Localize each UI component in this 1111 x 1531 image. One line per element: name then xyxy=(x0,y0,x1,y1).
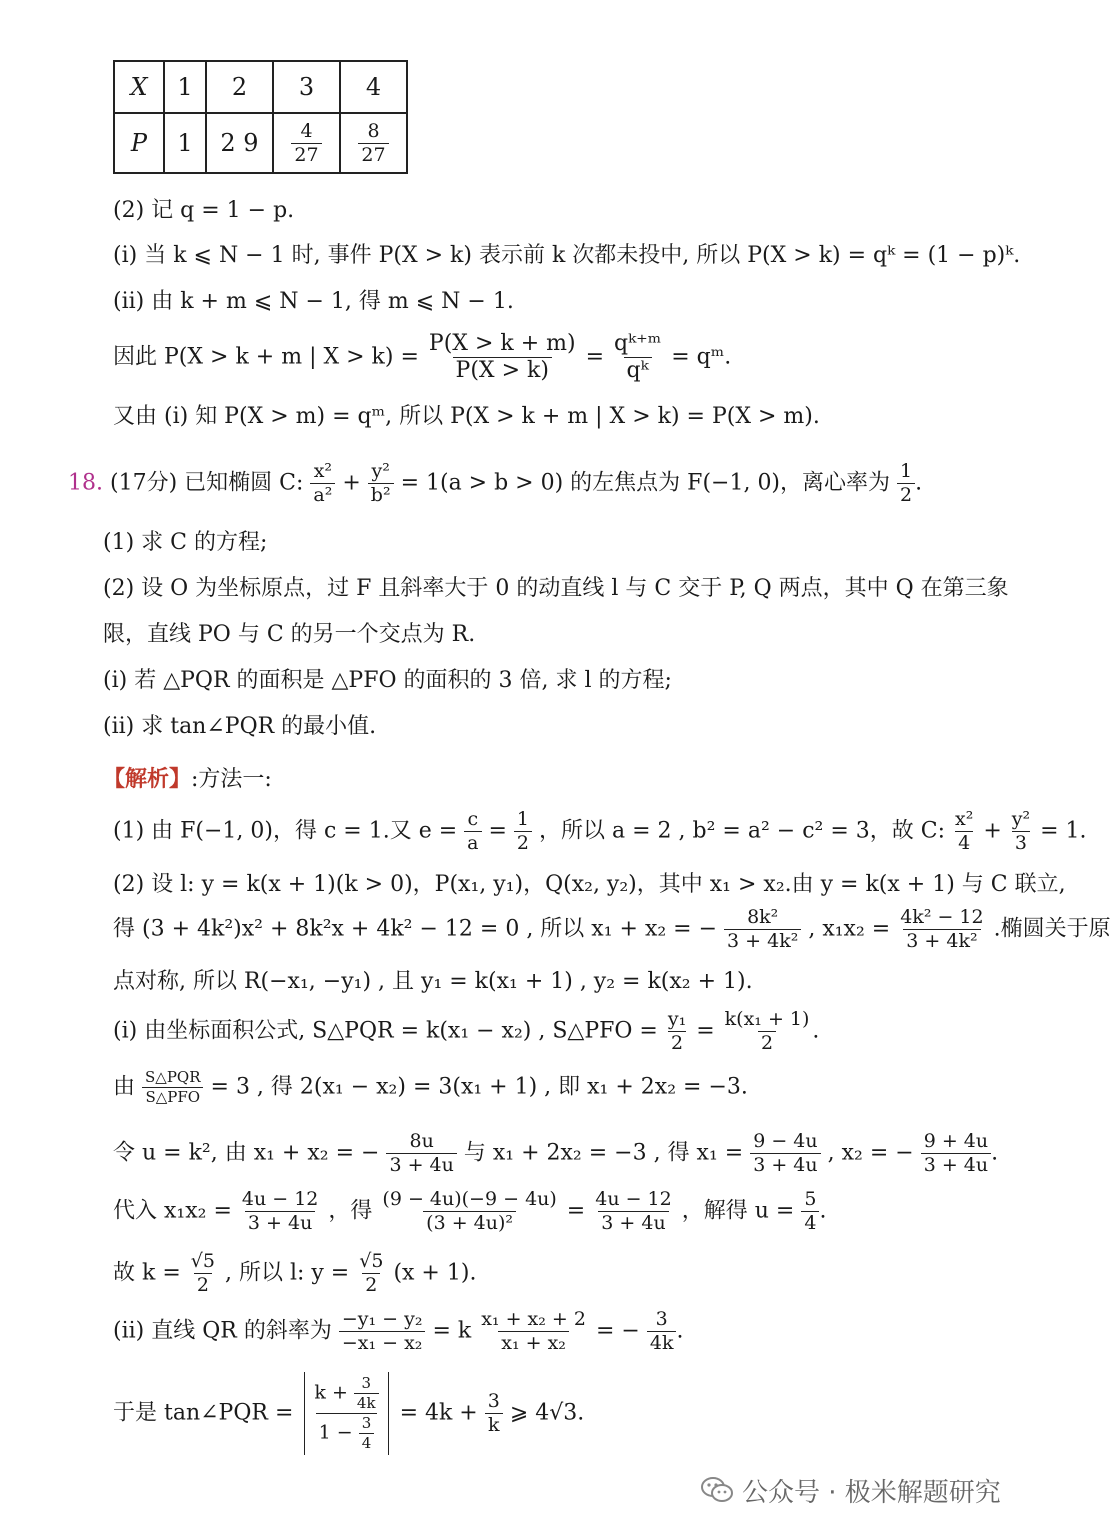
formula-line: 令 u = k², 由 x₁ + x₂ = − $\frac{8u}{3 + 4u}$ 与 x₁ + 2x₂ = −3 , 得 x₁ = $\frac{9 - 4u}{3 + 4u}$ , x₂ = − $\frac{9 + 4u}{3 + 4u}$ . xyxy=(113,1130,999,1176)
text-line: (2) 设 O 为坐标原点，过 F 且斜率大于 0 的动直线 l 与 C 交于 P, Q 两点，其中 Q 在第三象 xyxy=(103,576,1009,601)
wechat-icon xyxy=(700,1475,734,1505)
fraction: $\frac{5}{4}$ xyxy=(801,1190,819,1233)
text-line: (2) 记 q = 1 − p. xyxy=(113,198,295,223)
formula-line: 由 $\frac{\text{S△PQR}}{\text{S△PFO}}$ = 3 , 得 2(x₁ − x₂) = 3(x₁ + 1) , 即 x₁ + 2x₂ = −3. xyxy=(113,1068,748,1106)
table-cell: 2 xyxy=(206,61,273,113)
formula-line: (1) 由 F(−1, 0)，得 c = 1.又 e = $\frac{c}{a}$ = $\frac{1}{2}$ ，所以 a = 2 , b² = a² − c² = 3，故 C: $\frac{\text{x²}}{4}$ + $\frac{\text{y²}}{3}$ = 1. xyxy=(113,808,1087,854)
fraction: $\frac{3}{4k}$ xyxy=(354,1376,379,1411)
fraction: $\frac{c}{a}$ xyxy=(464,810,481,853)
formula-line: (i) 由坐标面积公式, S△PQR = k(x₁ − x₂) , S△PFO = $\frac{\text{y₁}}{2}$ = $\frac{\text{k(x₁ + 1)}}{2}$ . xyxy=(113,1008,820,1054)
table-row xyxy=(114,61,407,113)
table-cell: 1 xyxy=(164,113,206,173)
fraction: $\frac{\text{8k²}}{\text{3 + 4k²}}$ xyxy=(724,908,801,951)
table-cell: X xyxy=(114,61,164,113)
table-cell: P xyxy=(114,113,164,173)
fraction: $\frac{\text{y²}}{3}$ xyxy=(1011,808,1031,854)
table-cell xyxy=(340,113,407,173)
table-cell xyxy=(273,113,340,173)
fraction: $\frac{3}{k}$ xyxy=(485,1392,503,1435)
watermark-text: 公众号 · 极米解题研究 xyxy=(742,1477,1001,1508)
formula-line: 于是 tan∠PQR = k + $\frac{3}{4k}$ 1 − $\frac{3}{4}$ = 4k + $\frac{3}{k}$ ⩾ 4√3. xyxy=(113,1372,1040,1455)
fraction: $\frac{√5}{2}$ xyxy=(359,1250,384,1296)
fraction: $\frac{\text{y²}}{\text{b²}}$ xyxy=(368,462,394,505)
fraction: $\frac{\text{y₁}}{2}$ xyxy=(667,1008,687,1054)
fraction: $\frac{4u - 12}{3 + 4u}$ xyxy=(595,1188,672,1234)
fraction: $\frac{\text{qᵏ⁺ᵐ}}{\text{qᵏ}}$ xyxy=(614,331,662,383)
fraction: $\frac{\text{k(x₁ + 1)}}{2}$ xyxy=(724,1008,810,1054)
fraction: $\frac{1}{2}$ xyxy=(897,462,915,505)
fraction: $\frac{√5}{2}$ xyxy=(190,1250,215,1296)
distribution-table xyxy=(113,60,408,174)
text-line: (1) 求 C 的方程; xyxy=(103,530,268,555)
formula-line: 得 (3 + 4k²)x² + 8k²x + 4k² − 12 = 0 , 所以 x₁ + x₂ = − $\frac{\text{8k²}}{\text{3 + 4k²}}$ , x₁x₂ = $\frac{\text{4k² − 12}}{\text{3 + 4k²}}$ .椭圆关于原 xyxy=(113,906,1111,952)
formula-line: 因此 P(X > k + m | X > k) = $\frac{P(X > k + m)}{P(X > k)}$ = $\frac{\text{qᵏ⁺ᵐ}}{\text{qᵏ}}$ = qᵐ. xyxy=(113,331,732,383)
fraction: $\frac{\text{4k² − 12}}{\text{3 + 4k²}}$ xyxy=(900,906,984,952)
solution-heading: 【解析】:方法一: xyxy=(103,766,272,792)
formula-line: 故 k = $\frac{√5}{2}$ , 所以 l: y = $\frac{√5}{2}$ (x + 1). xyxy=(113,1250,477,1296)
fraction: $\frac{4u - 12}{3 + 4u}$ xyxy=(241,1188,319,1234)
question-number: 18. xyxy=(68,470,103,496)
fraction: $\frac{\text{S△PQR}}{\text{S△PFO}}$ xyxy=(142,1070,204,1105)
text-line: (ii) 求 tan∠PQR 的最小值. xyxy=(103,714,377,739)
fraction: $\frac{3}{4}$ xyxy=(359,1416,375,1451)
formula-line: 代入 x₁x₂ = $\frac{4u - 12}{3 + 4u}$ ，得 $\frac{(9 - 4u)(-9 - 4u)}{\text{(3 + 4u)²}}$ = $\frac{4u - 12}{3 + 4u}$ ，解得 u = $\frac{5}{4}$ . xyxy=(113,1188,827,1234)
question-stem: 18. (17分) 已知椭圆 C: $\frac{\text{x²}}{\text{a²}}$ + $\frac{\text{y²}}{\text{b²}}$ = 1(a > b > 0) 的左焦点为 F(−1, 0)，离心率为 $\frac{1}{2}$ . xyxy=(68,460,923,506)
formula-line: (ii) 直线 QR 的斜率为 $\frac{\text{−y₁ − y₂}}{\text{−x₁ − x₂}}$ = k $\frac{\text{x₁ + x₂ + 2}}{\text{x₁ + x₂}}$ = − $\frac{3}{4k}$ . xyxy=(113,1308,684,1354)
fraction: $\frac{8u}{3 + 4u}$ xyxy=(386,1132,456,1175)
text-line: (ii) 由 k + m ⩽ N − 1, 得 m ⩽ N − 1. xyxy=(113,289,514,314)
fraction: $\frac{8}{27}$ xyxy=(358,122,388,165)
text-line: 又由 (i) 知 P(X > m) = qᵐ, 所以 P(X > k + m | X > k) = P(X > m). xyxy=(113,404,820,429)
fraction: $\frac{3}{4k}$ xyxy=(647,1310,677,1353)
analysis-tag: 【解析】 xyxy=(103,766,192,792)
fraction: $\frac{9 + 4u}{3 + 4u}$ xyxy=(921,1132,991,1175)
fraction: $\frac{\text{x²}}{4}$ xyxy=(955,808,974,854)
fraction: $\frac{\text{x²}}{\text{a²}}$ xyxy=(310,462,335,505)
watermark xyxy=(700,1470,1050,1510)
table-cell: 4 xyxy=(340,61,407,113)
fraction: $\frac{P(X > k + m)}{P(X > k)}$ xyxy=(428,331,576,383)
fraction: $\frac{(9 - 4u)(-9 - 4u)}{\text{(3 + 4u)²}}$ xyxy=(382,1188,557,1234)
fraction: k + $\frac{3}{4k}$ 1 − $\frac{3}{4}$ xyxy=(311,1376,381,1451)
fraction: $\frac{4}{27}$ xyxy=(291,122,321,165)
table-cell: 3 xyxy=(273,61,340,113)
fraction: $\frac{1}{2}$ xyxy=(514,810,532,853)
text-line: (i) 当 k ⩽ N − 1 时, 事件 P(X > k) 表示前 k 次都未投中, 所以 P(X > k) = qᵏ = (1 − p)ᵏ. xyxy=(113,243,1021,268)
table-cell: 1 xyxy=(164,61,206,113)
text-line: 限，直线 PO 与 C 的另一个交点为 R. xyxy=(103,622,476,647)
text-line: (2) 设 l: y = k(x + 1)(k > 0)，P(x₁, y₁)，Q(x₂, y₂)，其中 x₁ > x₂.由 y = k(x + 1) 与 C 联立, xyxy=(113,872,1066,897)
fraction: $\frac{\text{−y₁ − y₂}}{\text{−x₁ − x₂}}$ xyxy=(339,1310,426,1353)
absolute-value xyxy=(304,1372,388,1455)
table-cell: 2 9 xyxy=(206,113,273,173)
text-line: 点对称, 所以 R(−x₁, −y₁) , 且 y₁ = k(x₁ + 1) , y₂ = k(x₂ + 1). xyxy=(113,969,753,994)
text-line: (i) 若 △PQR 的面积是 △PFO 的面积的 3 倍, 求 l 的方程; xyxy=(103,668,672,693)
table-row xyxy=(114,113,407,173)
fraction: $\frac{\text{x₁ + x₂ + 2}}{\text{x₁ + x₂}}$ xyxy=(481,1308,586,1354)
fraction: $\frac{9 - 4u}{3 + 4u}$ xyxy=(750,1132,820,1175)
